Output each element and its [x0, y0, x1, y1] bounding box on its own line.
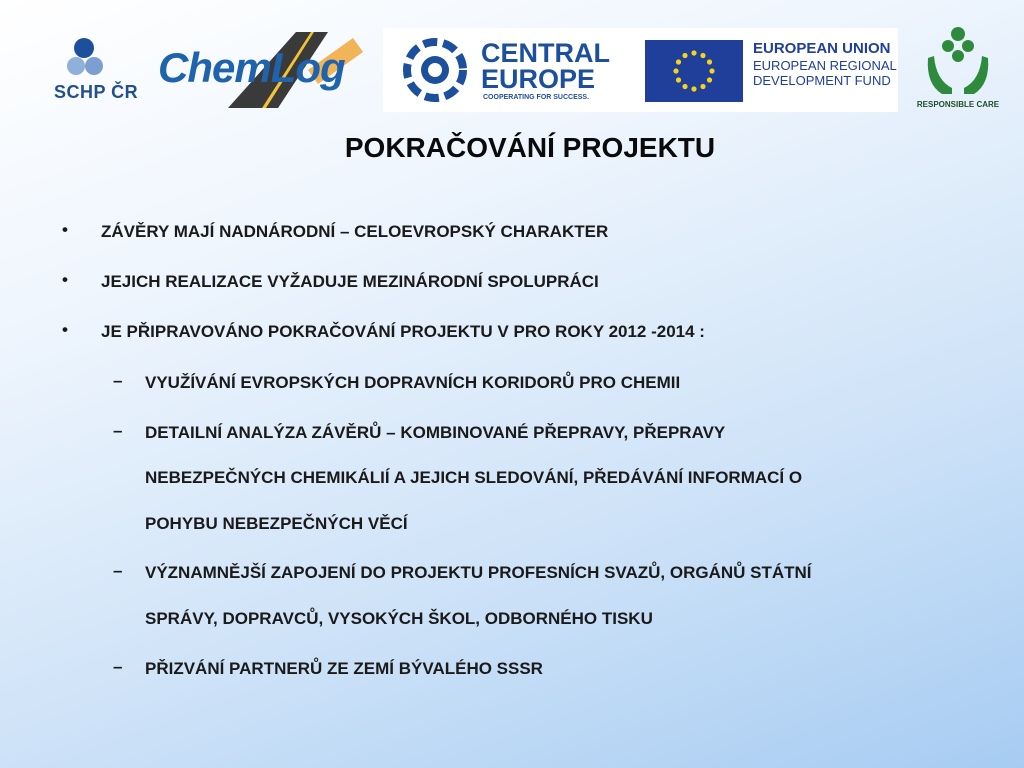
sub-bullet-item-continued: SPRÁVY, DOPRAVCŮ, VYSOKÝCH ŠKOL, ODBORNÉHO TISKU [145, 609, 653, 628]
schp-label: SCHP ČR [54, 82, 139, 102]
sub-bullet-marker: – [113, 561, 123, 580]
sub-bullet-item: VÝZNAMNĚJŠÍ ZAPOJENÍ DO PROJEKTU PROFESNÍCH SVAZŮ, ORGÁNŮ STÁTNÍ [145, 563, 812, 582]
bullet-marker: • [62, 320, 68, 339]
bullet-item: JE PŘIPRAVOVÁNO POKRAČOVÁNÍ PROJEKTU V PRO ROKY 2012 -2014 : [101, 322, 705, 341]
slide-title: POKRAČOVÁNÍ PROJEKTU [344, 132, 716, 163]
sub-bullet-marker: – [113, 657, 123, 676]
sub-bullet-item: PŘIZVÁNÍ PARTNERŮ ZE ZEMÍ BÝVALÉHO SSSR [145, 659, 543, 678]
chemlog-logo [158, 30, 368, 110]
sub-bullet-item-continued: NEBEZPEČNÝCH CHEMIKÁLIÍ A JEJICH SLEDOVÁNÍ, PŘEDÁVÁNÍ INFORMACÍ O [145, 468, 803, 487]
molecule-icon [48, 34, 148, 84]
central-europe-line1: CENTRAL [481, 38, 610, 68]
eu-flag-icon [645, 40, 743, 102]
central-europe-eu-banner [383, 28, 898, 112]
sub-bullet-item: DETAILNÍ ANALÝZA ZÁVĚRŮ – KOMBINOVANÉ PŘEPRAVY, PŘEPRAVY [145, 423, 726, 442]
sub-bullet-item: VYUŽÍVÁNÍ EVROPSKÝCH DOPRAVNÍCH KORIDORŮ PRO CHEMII [145, 373, 681, 392]
bullet-item: JEJICH REALIZACE VYŽADUJE MEZINÁRODNÍ SPOLUPRÁCI [101, 272, 599, 291]
bullet-marker: • [62, 220, 68, 239]
eu-line1: EUROPEAN UNION [753, 40, 891, 57]
sub-bullet-item-continued: POHYBU NEBEZPEČNÝCH VĚCÍ [145, 514, 408, 533]
sub-bullet-marker: – [113, 371, 123, 390]
chemlog-label: ChemLog [158, 44, 345, 91]
responsible-care-label: RESPONSIBLE CARE [916, 100, 1000, 109]
central-europe-emblem-icon [399, 38, 471, 102]
central-europe-line2: EUROPE [481, 64, 596, 94]
central-europe-tagline: COOPERATING FOR SUCCESS. [483, 94, 590, 101]
eu-line2: EUROPEAN REGIONAL [753, 58, 897, 73]
eu-text-block [753, 40, 897, 88]
sub-bullet-marker: – [113, 421, 123, 440]
bullet-item: ZÁVĚRY MAJÍ NADNÁRODNÍ – CELOEVROPSKÝ CHARAKTER [101, 222, 609, 241]
hands-molecule-icon [912, 22, 1004, 96]
responsible-care-logo [912, 22, 1004, 130]
eu-line3: DEVELOPMENT FUND [753, 73, 891, 88]
schp-logo [48, 34, 148, 106]
bullet-marker: • [62, 270, 68, 289]
